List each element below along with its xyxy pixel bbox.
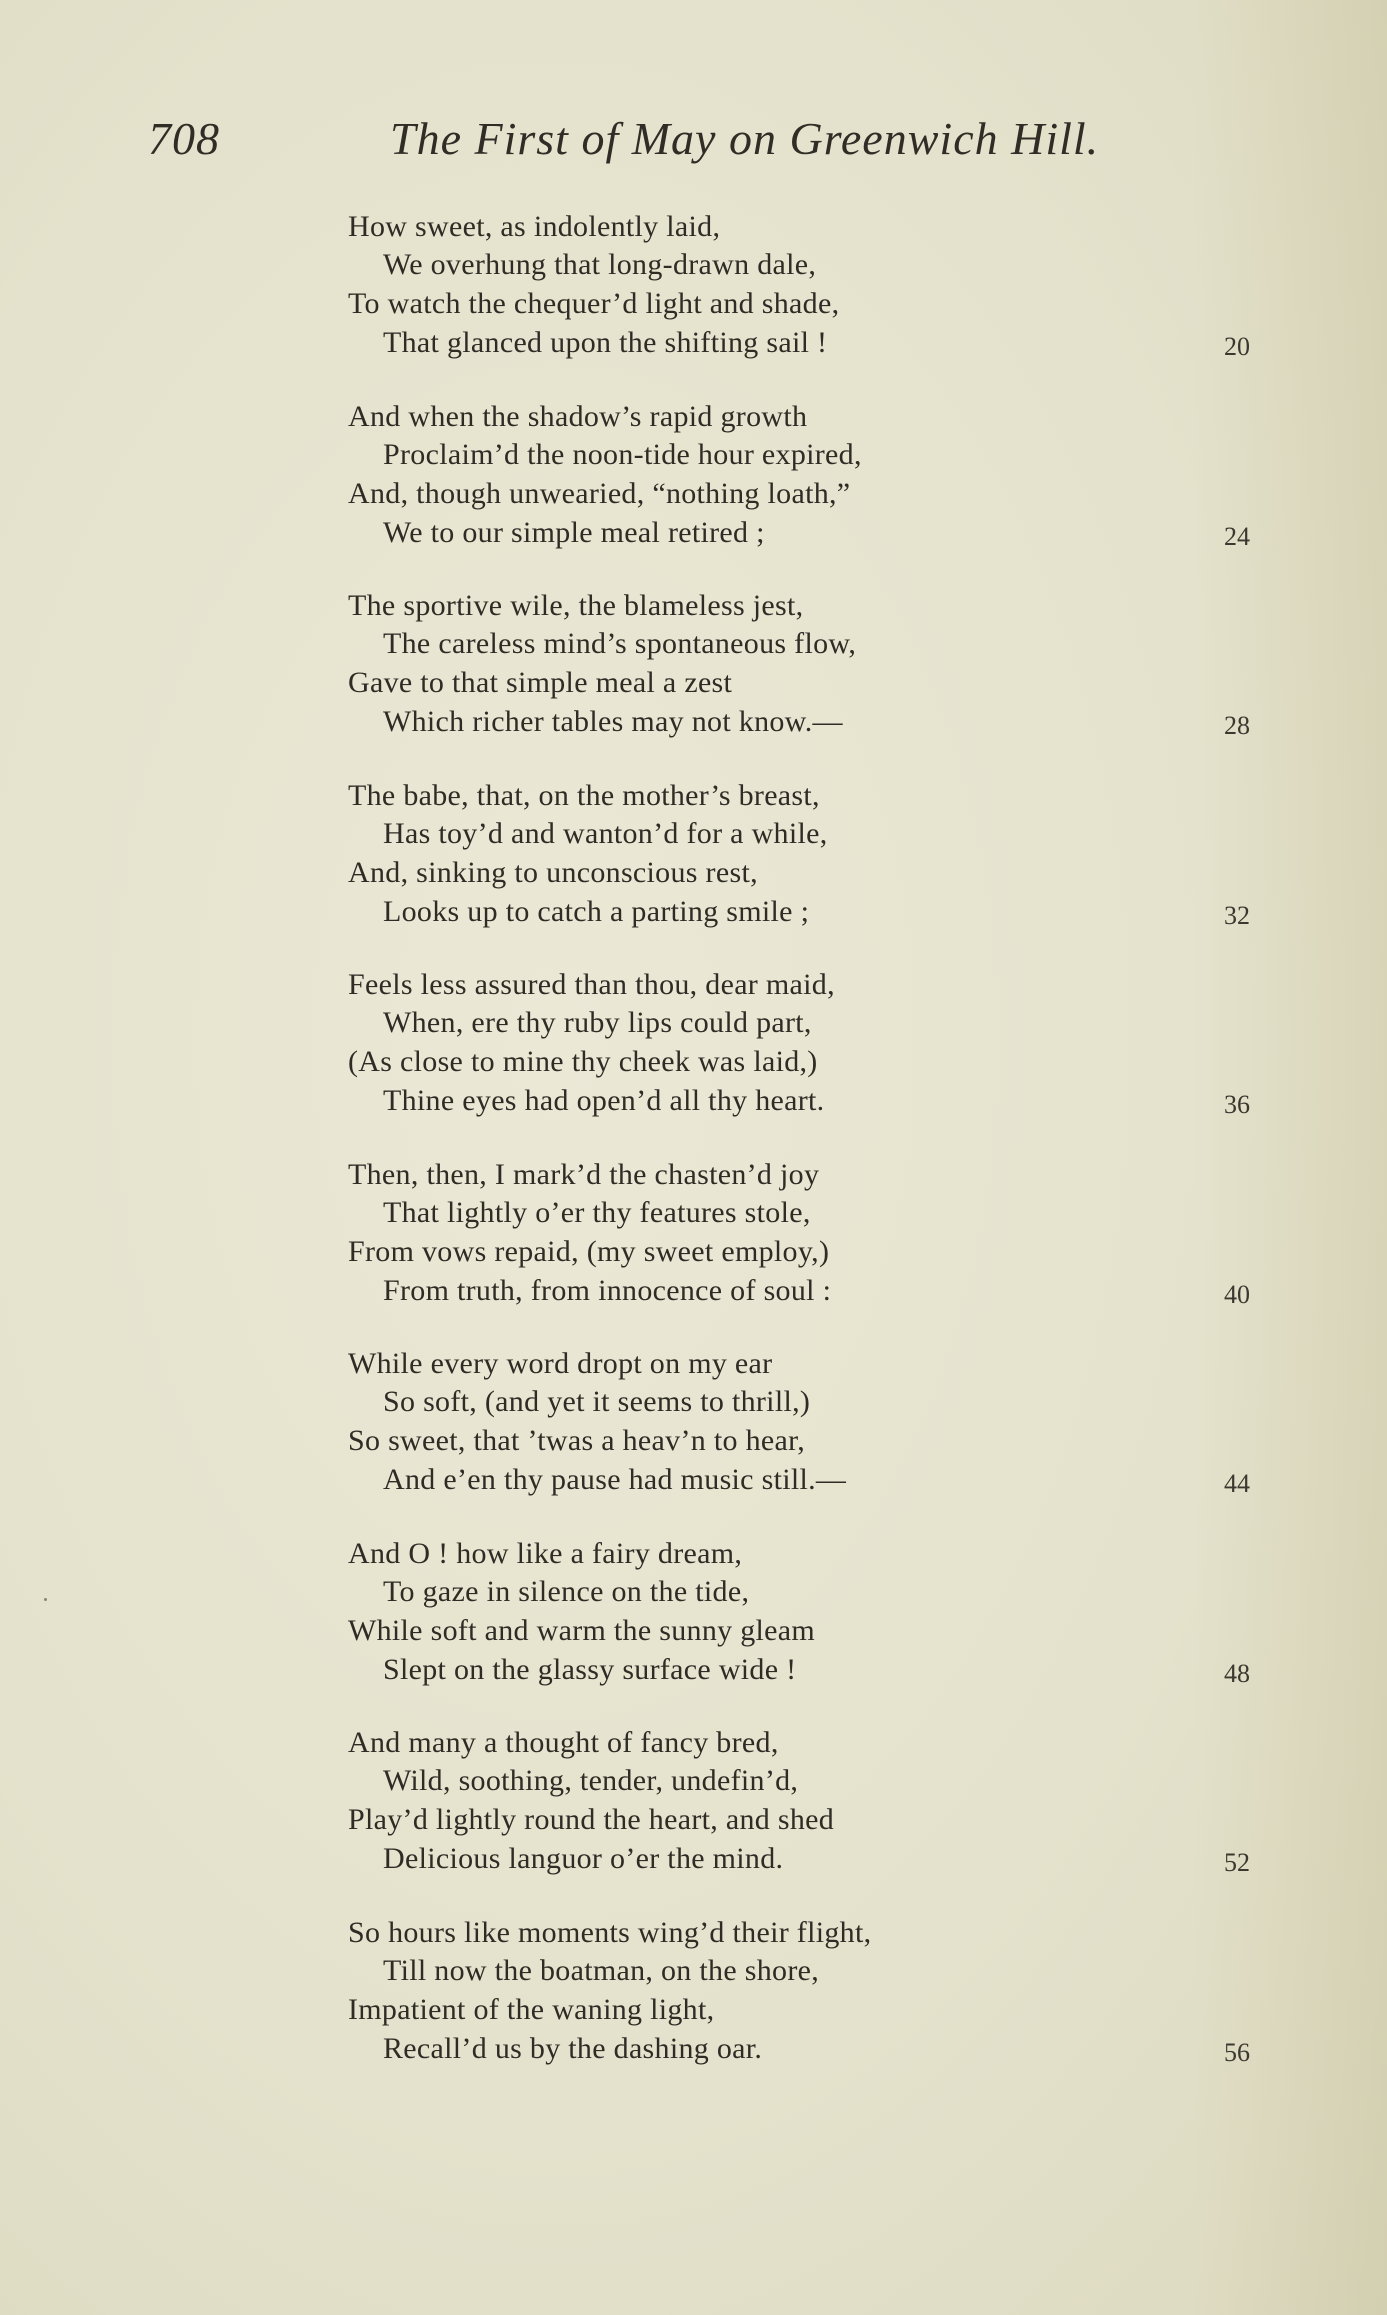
page-header [0,112,1387,172]
running-title: The First of May on Greenwich Hill. [390,113,1100,164]
verse-line: And, though unwearied, “nothing loath,” [348,476,851,510]
line-number: 56 [1224,2037,1250,2067]
verse-line: We to our simple meal retired ; [383,515,765,549]
verse-line: While soft and warm the sunny gleam [348,1613,816,1647]
verse-line: How sweet, as indolently laid, [348,210,721,243]
stanza [0,208,1387,398]
verse-line: So sweet, that ’twas a heav’n to hear, [348,1424,806,1457]
verse-line: Recall’d us by the dashing oar. [383,2031,763,2065]
verse-line: Impatient of the waning light, [348,1992,715,2026]
verse-line: Which richer tables may not know.— [383,705,843,738]
line-number: 20 [1224,332,1250,361]
verse-line: While every word dropt on my ear [348,1347,773,1380]
verse-line: So hours like moments wing’d their flight, [348,1915,872,1949]
verse-line: The sportive wile, the blameless jest, [348,589,804,622]
verse-line: Till now the boatman, on the shore, [383,1953,820,1987]
poem [0,208,1387,2103]
line-number: 48 [1224,1658,1250,1688]
verse-line: And when the shadow’s rapid growth [348,399,808,433]
line-number: 52 [1224,1848,1250,1877]
stanza [0,1724,1387,1914]
verse-line: Wild, soothing, tender, undefin’d, [383,1764,799,1797]
verse-line: When, ere thy ruby lips could part, [383,1006,812,1039]
stanza [0,966,1387,1156]
verse-line: Play’d lightly round the heart, and shed [348,1803,835,1836]
verse-line: Thine eyes had open’d all thy heart. [383,1084,825,1117]
verse-line: Looks up to catch a parting smile ; [383,894,810,928]
verse-line: Slept on the glassy surface wide ! [383,1652,797,1686]
line-number: 24 [1224,521,1250,551]
verse-line: And, sinking to unconscious rest, [348,855,758,889]
verse-line: And e’en thy pause had music still.— [383,1463,847,1496]
stanza [0,1914,1387,2104]
line-number: 40 [1224,1279,1250,1309]
verse-line: We overhung that long-drawn dale, [383,248,817,281]
verse-line: The careless mind’s spontaneous flow, [383,627,857,660]
verse-line: To gaze in silence on the tide, [383,1574,750,1608]
verse-line: That glanced upon the shifting sail ! [383,326,828,359]
verse-line: The babe, that, on the mother’s breast, [348,778,820,812]
verse-line: From truth, from innocence of soul : [383,1273,832,1307]
stanza [0,1535,1387,1725]
verse-line: To watch the chequer’d light and shade, [348,287,840,320]
verse-line: Has toy’d and wanton’d for a while, [383,816,828,850]
line-number: 44 [1224,1469,1250,1498]
verse-line: That lightly o’er thy features stole, [383,1195,811,1229]
stanza [0,1156,1387,1346]
verse-line: And many a thought of fancy bred, [348,1726,779,1759]
stanza [0,587,1387,777]
page-number: 708 [148,113,220,164]
verse-line: So soft, (and yet it seems to thrill,) [383,1385,811,1418]
line-number: 36 [1224,1090,1250,1119]
verse-line: Feels less assured than thou, dear maid, [348,968,835,1001]
verse-line: Gave to that simple meal a zest [348,666,733,699]
verse-line: From vows repaid, (my sweet employ,) [348,1234,830,1268]
stanza [0,777,1387,967]
line-number: 28 [1224,711,1250,740]
verse-line: And O ! how like a fairy dream, [348,1536,743,1570]
line-number: 32 [1224,900,1250,930]
verse-line: Proclaim’d the noon-tide hour expired, [383,437,862,471]
stanza [0,398,1387,588]
verse-line: Then, then, I mark’d the chasten’d joy [348,1157,820,1191]
stanza [0,1345,1387,1535]
verse-line: (As close to mine thy cheek was laid,) [348,1045,818,1078]
paper-speck [44,1598,47,1601]
verse-line: Delicious languor o’er the mind. [383,1842,784,1875]
